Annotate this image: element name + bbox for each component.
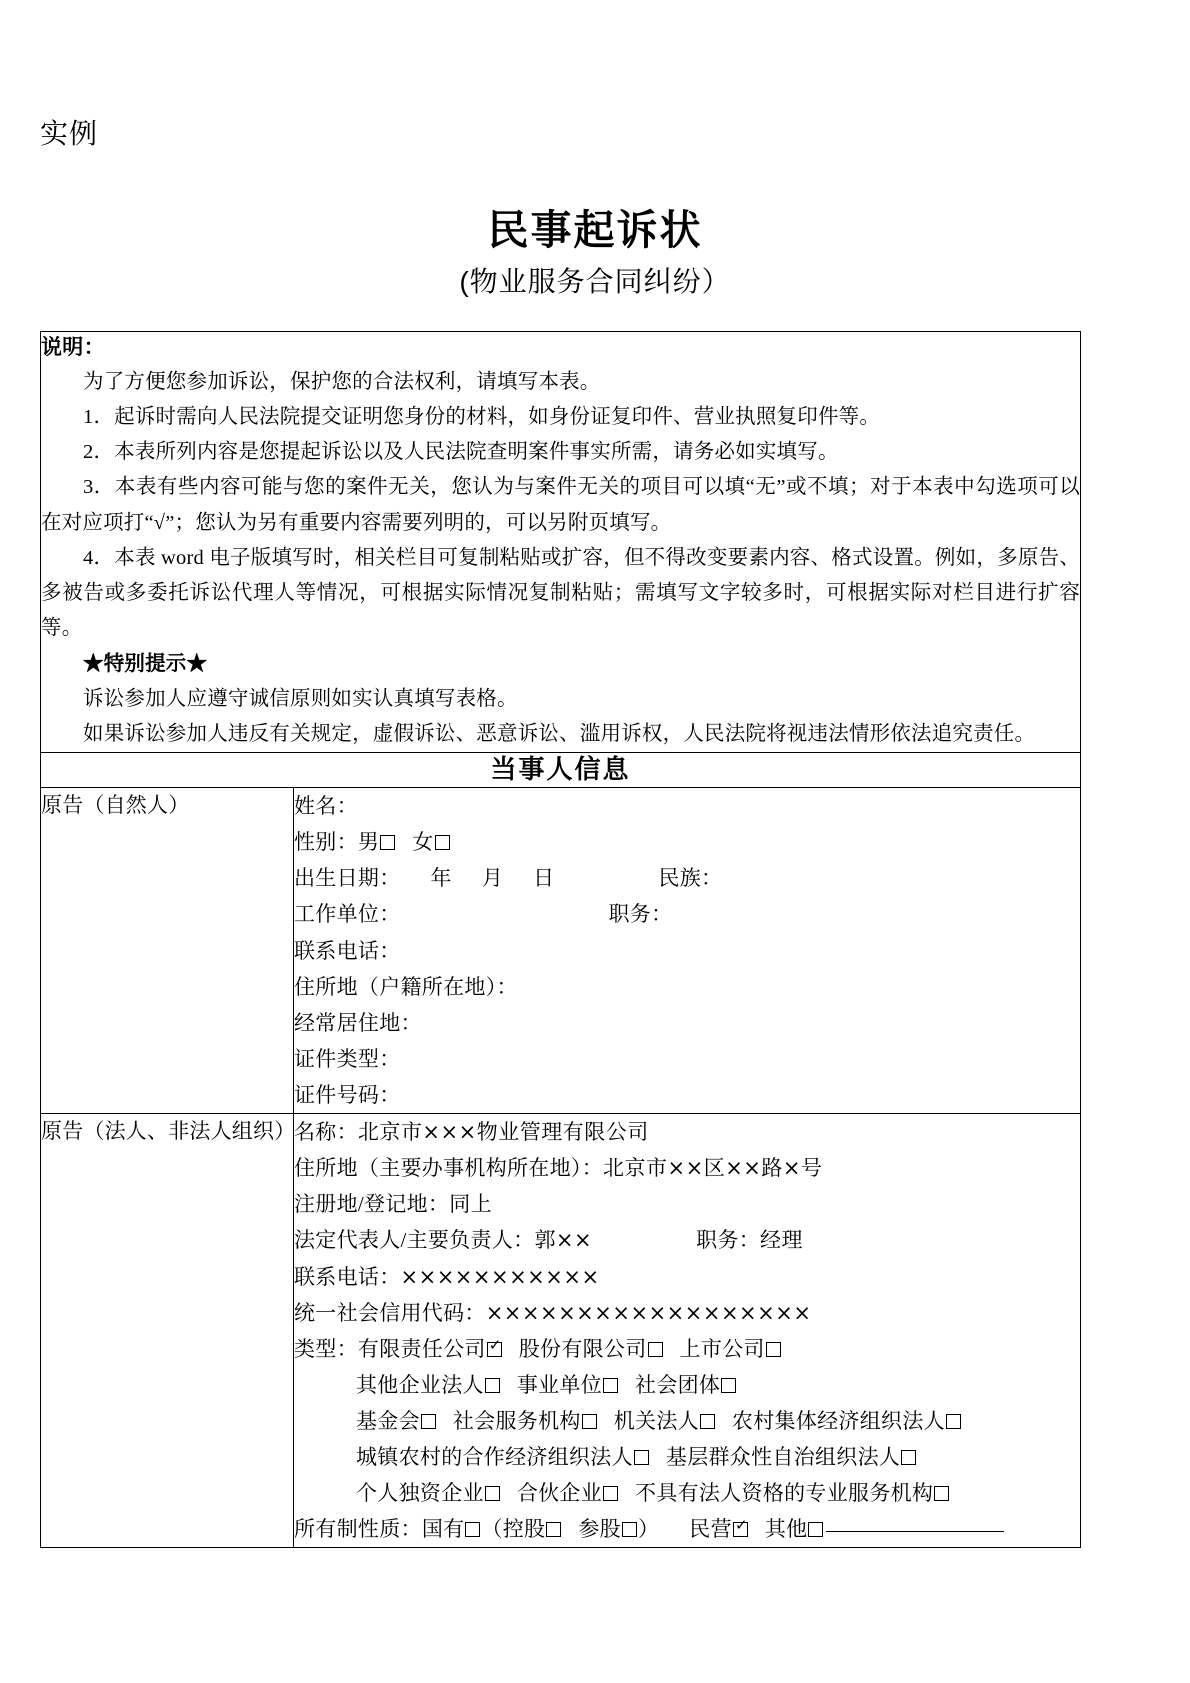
org-legal-rep[interactable] bbox=[294, 1222, 1080, 1258]
instructions-item-2: 2．本表所列内容是您提起诉讼以及人民法院查明案件事实所需，请务必如实填写。 bbox=[83, 441, 839, 464]
org-type-option-checkbox[interactable] bbox=[487, 1342, 502, 1357]
org-name-label: 名称： bbox=[294, 1120, 358, 1145]
org-legal-rep-value: 郭×× bbox=[534, 1228, 593, 1253]
birth-day-unit: 日 bbox=[533, 866, 555, 891]
field-address[interactable] bbox=[294, 969, 1080, 1005]
org-type-option-label: 不具有法人资格的专业服务机构 bbox=[635, 1481, 934, 1506]
birth-month-unit: 月 bbox=[481, 866, 504, 891]
org-type-option-checkbox[interactable] bbox=[648, 1342, 663, 1357]
org-type-option-checkbox[interactable] bbox=[603, 1378, 618, 1393]
org-type-option-checkbox[interactable] bbox=[721, 1378, 736, 1393]
org-phone-label: 联系电话： bbox=[294, 1264, 401, 1289]
plaintiff-legal-label: 原告（法人、非法人组织） bbox=[41, 1114, 294, 1548]
org-type-option-label: 农村集体经济组织法人 bbox=[731, 1408, 945, 1433]
ownership-private-checkbox[interactable] bbox=[733, 1522, 748, 1537]
ownership-share-label: 参股 bbox=[578, 1517, 621, 1542]
field-name[interactable] bbox=[294, 788, 1080, 824]
org-type-option-checkbox[interactable] bbox=[634, 1450, 649, 1465]
field-phone-label: 联系电话： bbox=[294, 938, 401, 963]
org-type-option-label: 有限责任公司 bbox=[357, 1336, 486, 1361]
org-type-option-checkbox[interactable] bbox=[603, 1486, 618, 1501]
ownership-other-label: 其他 bbox=[764, 1517, 808, 1542]
org-type-label: 类型： bbox=[294, 1336, 358, 1361]
org-type-option-checkbox[interactable] bbox=[485, 1486, 500, 1501]
org-type-option-label: 上市公司 bbox=[679, 1336, 765, 1361]
org-type-option-label: 机关法人 bbox=[613, 1408, 699, 1433]
ownership-private-label: 民营 bbox=[689, 1517, 732, 1542]
field-residence-label: 经常居住地： bbox=[294, 1010, 422, 1035]
instructions-item-3: 3．本表有些内容可能与您的案件无关，您认为与案件无关的项目可以填“无”或不填；对于本表中勾选项可以在对应项打“√”；您认为另有重要内容需要列明的，可以另附页填写。 bbox=[41, 476, 1081, 534]
plaintiff-legal-row bbox=[41, 1114, 1081, 1548]
ownership-holding-checkbox[interactable] bbox=[546, 1522, 561, 1537]
org-address-label: 住所地（主要办事机构所在地）： bbox=[294, 1156, 603, 1181]
org-position-label: 职务： bbox=[696, 1228, 761, 1253]
org-type-option-label: 社会团体 bbox=[635, 1372, 721, 1397]
instructions-intro: 为了方便您参加诉讼，保护您的合法权利，请填写本表。 bbox=[83, 370, 601, 393]
page-title: 民事起诉状 bbox=[487, 207, 703, 253]
org-type-option-label: 其他企业法人 bbox=[356, 1372, 484, 1397]
field-work-unit-label: 工作单位： bbox=[294, 902, 401, 927]
plaintiff-legal-fields bbox=[294, 1114, 1081, 1548]
field-gender[interactable] bbox=[294, 824, 1080, 860]
field-residence[interactable] bbox=[294, 1005, 1080, 1041]
field-id-number-label: 证件号码： bbox=[294, 1082, 401, 1107]
org-type-option-label: 事业单位 bbox=[516, 1372, 603, 1397]
field-position-label: 职务： bbox=[608, 902, 673, 927]
org-type-option-checkbox[interactable] bbox=[700, 1414, 715, 1429]
ownership-paren-open: （ bbox=[481, 1517, 503, 1542]
title-block bbox=[0, 205, 1190, 299]
ownership-state-label: 国有 bbox=[421, 1517, 465, 1542]
field-id-number[interactable] bbox=[294, 1077, 1080, 1113]
org-phone[interactable] bbox=[294, 1259, 1080, 1295]
ownership-paren-close: ） bbox=[637, 1517, 660, 1542]
gender-female-checkbox[interactable] bbox=[435, 835, 450, 850]
org-type-options-row-5[interactable] bbox=[356, 1481, 950, 1505]
org-type-options-row-3[interactable] bbox=[356, 1409, 962, 1433]
org-credit-code-value: ×××××××××××××××××× bbox=[485, 1300, 812, 1325]
org-type-option-checkbox[interactable] bbox=[946, 1414, 961, 1429]
org-type-option-label: 城镇农村的合作经济组织法人 bbox=[356, 1445, 633, 1470]
org-type-option-checkbox[interactable] bbox=[766, 1342, 781, 1357]
gender-male-label: 男 bbox=[357, 830, 380, 855]
org-type-row-5[interactable] bbox=[294, 1475, 1080, 1511]
field-ethnicity-label: 民族： bbox=[658, 866, 723, 891]
org-type-option-label: 股份有限公司 bbox=[518, 1336, 647, 1361]
org-type-row-1[interactable] bbox=[294, 1331, 1080, 1367]
field-gender-label: 性别： bbox=[294, 830, 358, 855]
org-ownership-label: 所有制性质： bbox=[294, 1517, 422, 1542]
ownership-other-input[interactable] bbox=[826, 1530, 1004, 1532]
org-type-option-label: 个人独资企业 bbox=[356, 1481, 484, 1506]
birth-year-unit: 年 bbox=[430, 866, 452, 891]
org-type-options-row-2[interactable] bbox=[356, 1373, 737, 1397]
section-header-party-info: 当事人信息 bbox=[41, 753, 1081, 788]
section-header-row bbox=[41, 753, 1081, 788]
org-credit-code-label: 统一社会信用代码： bbox=[294, 1300, 486, 1325]
ownership-state-checkbox[interactable] bbox=[465, 1522, 480, 1537]
org-type-option-label: 社会服务机构 bbox=[452, 1408, 581, 1433]
org-type-option-label: 基层群众性自治组织法人 bbox=[665, 1445, 901, 1470]
org-name-value: 北京市×××物业管理有限公司 bbox=[357, 1120, 649, 1145]
org-registered-place[interactable] bbox=[294, 1186, 1080, 1222]
special-tip-line-2: 如果诉讼参加人违反有关规定，虚假诉讼、恶意诉讼、滥用诉权，人民法院将视违法情形依法追究责任。 bbox=[83, 723, 1036, 746]
page-subtitle: (物业服务合同纠纷） bbox=[459, 266, 731, 298]
org-address[interactable] bbox=[294, 1150, 1080, 1186]
gender-male-checkbox[interactable] bbox=[380, 835, 395, 850]
plaintiff-natural-label: 原告（自然人） bbox=[41, 788, 294, 1114]
ownership-share-checkbox[interactable] bbox=[622, 1522, 637, 1537]
instructions-cell bbox=[41, 332, 1081, 753]
special-tip-heading: ★特别提示★ bbox=[83, 652, 208, 675]
org-name[interactable] bbox=[294, 1114, 1080, 1150]
ownership-holding-label: 控股 bbox=[502, 1517, 546, 1542]
org-registered-place-label: 注册地/登记地： bbox=[294, 1192, 450, 1217]
org-type-options-row-1[interactable] bbox=[358, 1337, 782, 1361]
field-birthdate-label: 出生日期： bbox=[294, 866, 401, 891]
plaintiff-natural-row bbox=[41, 788, 1081, 1114]
org-registered-place-value: 同上 bbox=[449, 1192, 493, 1217]
ownership-other-checkbox[interactable] bbox=[808, 1522, 823, 1537]
org-type-options-row-4[interactable] bbox=[356, 1445, 917, 1469]
org-type-option-checkbox[interactable] bbox=[934, 1486, 949, 1501]
org-type-row-4[interactable] bbox=[294, 1439, 1080, 1475]
instructions-row bbox=[41, 332, 1081, 753]
field-work-unit[interactable] bbox=[294, 896, 1080, 932]
org-address-value: 北京市××区××路×号 bbox=[603, 1156, 823, 1181]
org-type-option-label: 基金会 bbox=[356, 1408, 420, 1433]
example-label: 实例 bbox=[40, 118, 99, 149]
field-birthdate[interactable] bbox=[294, 860, 1080, 896]
org-credit-code[interactable] bbox=[294, 1295, 1080, 1331]
org-type-option-checkbox[interactable] bbox=[485, 1378, 500, 1393]
org-phone-value: ××××××××××× bbox=[400, 1264, 600, 1289]
org-type-option-checkbox[interactable] bbox=[901, 1450, 916, 1465]
org-type-row-3[interactable] bbox=[294, 1403, 1080, 1439]
field-address-label: 住所地（户籍所在地）： bbox=[294, 974, 518, 999]
field-name-label: 姓名： bbox=[294, 794, 358, 819]
org-type-option-label: 合伙企业 bbox=[516, 1481, 603, 1506]
field-phone[interactable] bbox=[294, 933, 1080, 969]
instructions-item-4: 4．本表 word 电子版填写时，相关栏目可复制粘贴或扩容，但不得改变要素内容、格式设置。例如，多原告、多被告或多委托诉讼代理人等情况，可根据实际情况复制粘贴；需填写文字较多时，可根据实际对栏目进行扩容等。 bbox=[41, 546, 1081, 640]
complaint-form-table bbox=[40, 331, 1081, 1548]
special-tip-line-1: 诉讼参加人应遵守诚信原则如实认真填写表格。 bbox=[83, 687, 518, 710]
org-type-row-2[interactable] bbox=[294, 1367, 1080, 1403]
org-type-option-checkbox[interactable] bbox=[582, 1414, 597, 1429]
org-ownership-row[interactable] bbox=[294, 1511, 1080, 1547]
instructions-heading: 说明： bbox=[41, 336, 105, 359]
plaintiff-natural-fields bbox=[294, 788, 1081, 1114]
instructions-item-1: 1．起诉时需向人民法院提交证明您身份的材料，如身份证复印件、营业执照复印件等。 bbox=[83, 405, 881, 428]
org-position-value: 经理 bbox=[760, 1228, 804, 1253]
org-type-option-checkbox[interactable] bbox=[421, 1414, 436, 1429]
field-id-type[interactable] bbox=[294, 1041, 1080, 1077]
org-legal-rep-label: 法定代表人/主要负责人： bbox=[294, 1228, 535, 1253]
gender-female-label: 女 bbox=[412, 830, 434, 855]
field-id-type-label: 证件类型： bbox=[294, 1046, 401, 1071]
